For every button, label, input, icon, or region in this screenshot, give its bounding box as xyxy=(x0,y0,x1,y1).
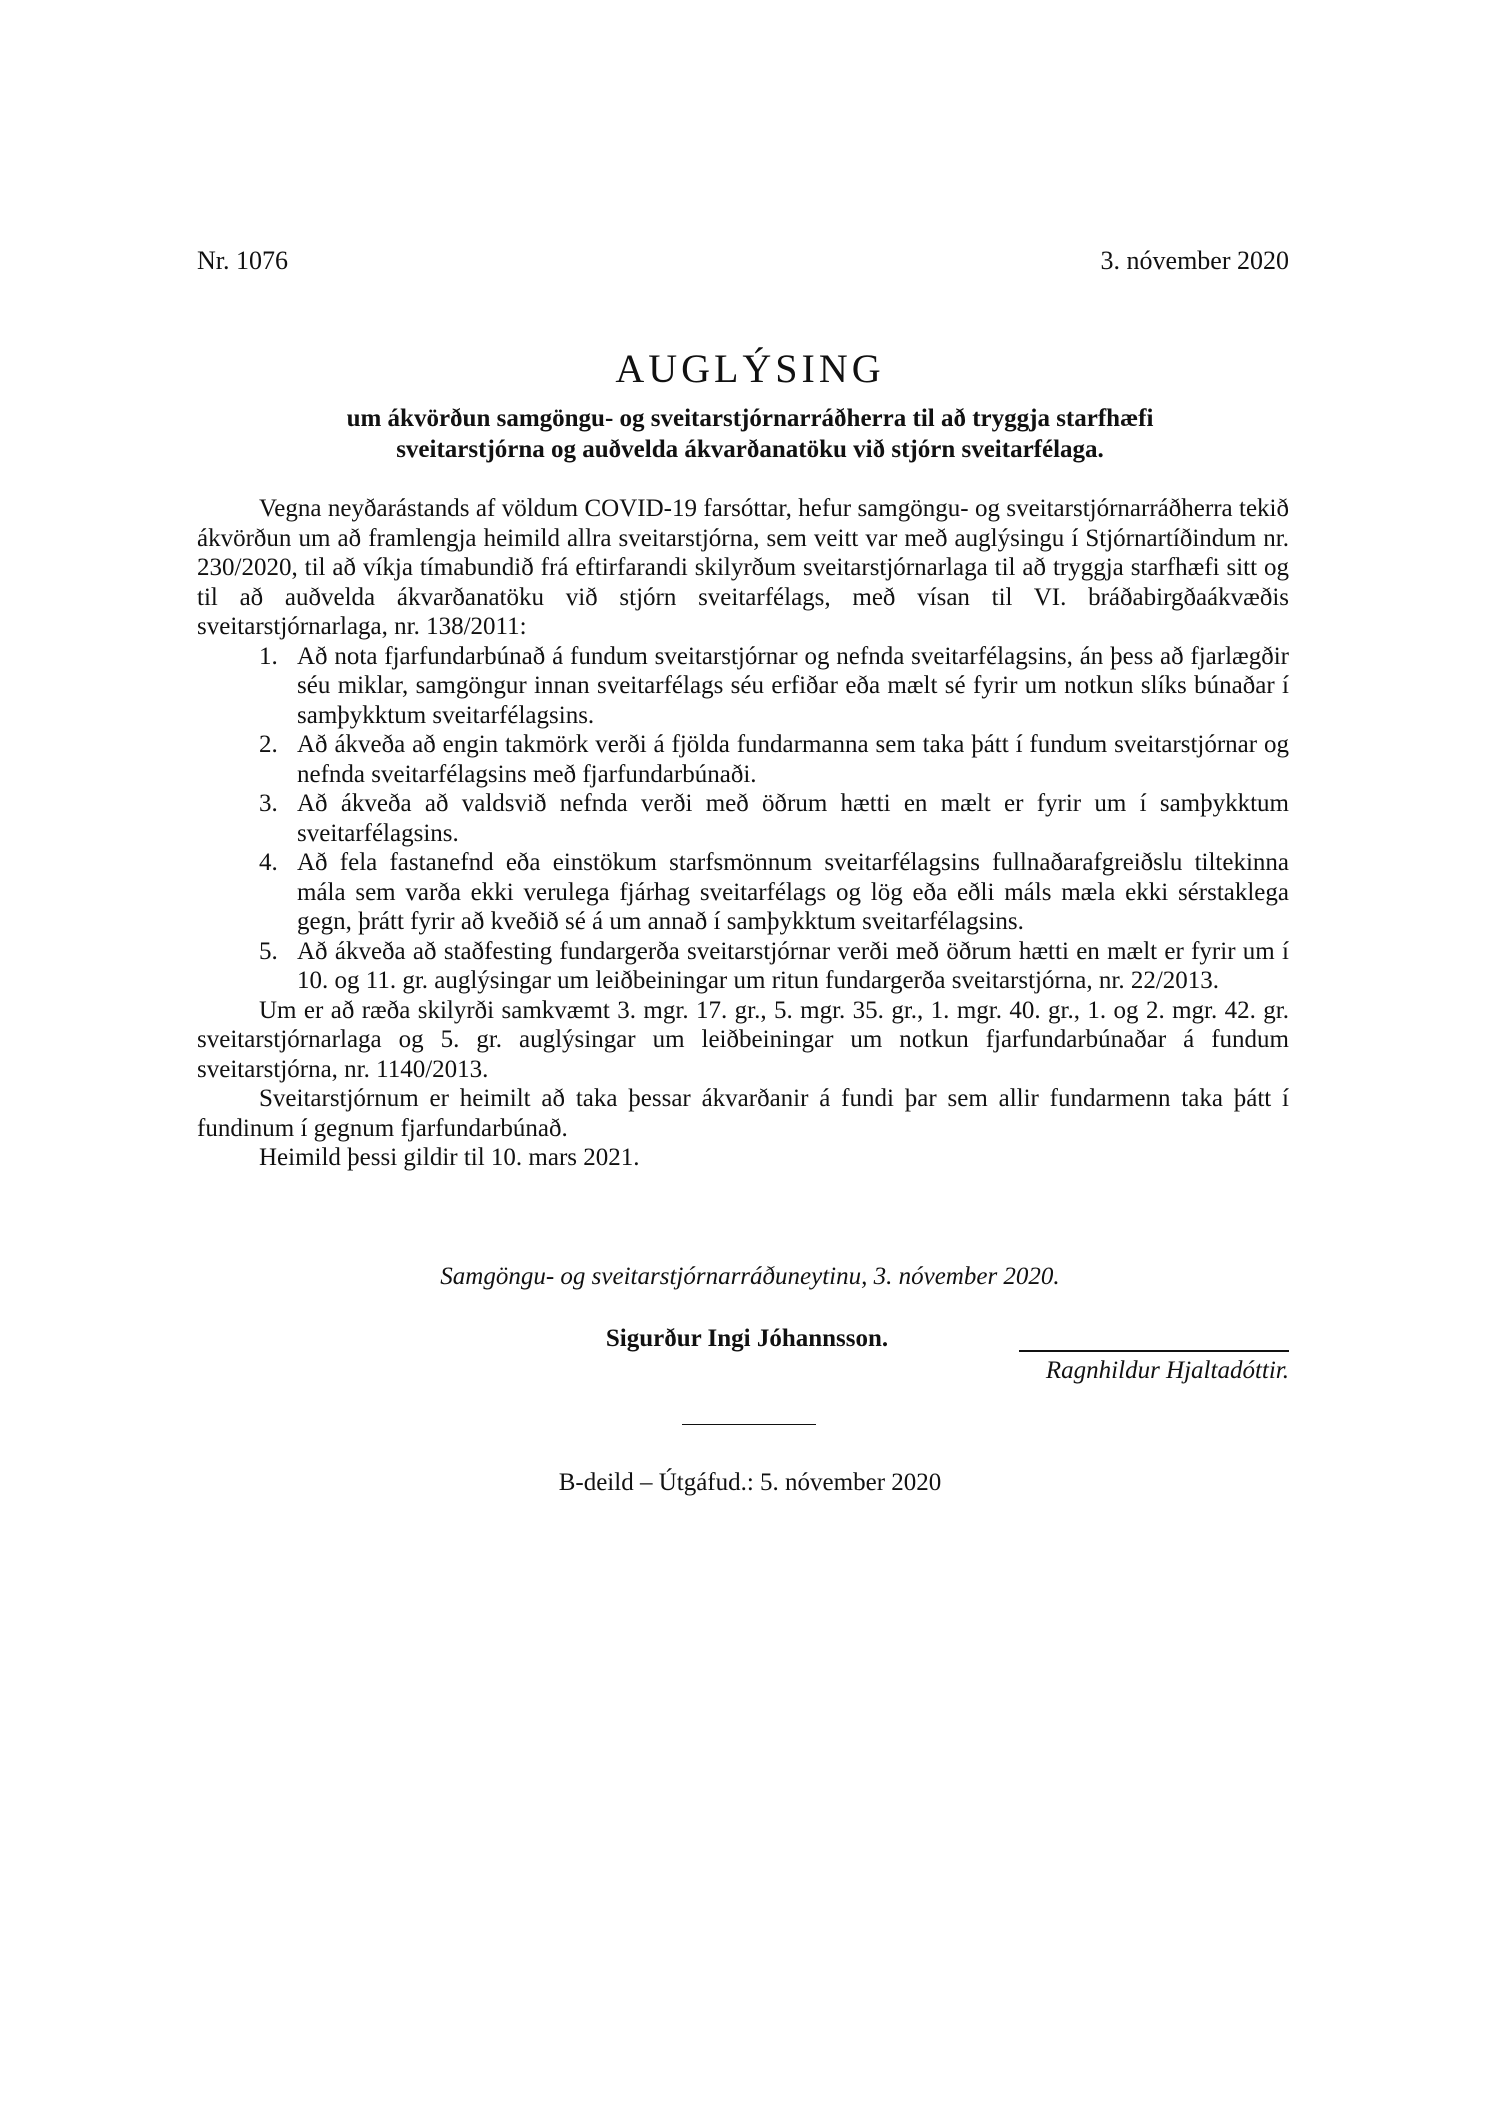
signature-line xyxy=(1019,1350,1289,1352)
conditions-list xyxy=(197,642,1289,996)
document-body xyxy=(197,494,1289,1173)
conditions-reference-paragraph: Um er að ræða skilyrði samkvæmt 3. mgr. 17. gr., 5. mgr. 35. gr., 1. mgr. 40. gr., 1. og 2. mgr. 42. gr. sveitarstjórnarlaga og 5. gr. auglýsingar um leiðbeiningar um notkun fjarfundarbúnaðar á fundum sveitarstjórna, nr. 1140/2013. xyxy=(197,996,1289,1083)
footer-divider xyxy=(682,1424,816,1425)
list-item-text: Að nota fjarfundarbúnað á fundum sveitarstjórnar og nefnda sveitarfélagsins, án þess að fjarlægðir séu miklar, samgöngur innan sveitarfélags séu erfiðar eða mælt sé fyrir um notkun slíks búnaðar í samþykktum sveitarfélagsins. xyxy=(297,642,1289,729)
document-subtitle xyxy=(250,403,1250,465)
list-item-number: 5. xyxy=(259,937,278,965)
list-item-text: Að ákveða að engin takmörk verði á fjölda fundarmanna sem taka þátt í fundum sveitarstjórnar og nefnda sveitarfélagsins með fjarfundarbúnaði. xyxy=(297,731,1289,788)
list-item-text: Að ákveða að valdsvið nefnda verði með öðrum hætti en mælt er fyrir um í samþykktum sveitarfélagsins. xyxy=(297,790,1289,847)
list-item-number: 1. xyxy=(259,642,278,670)
document-title: AUGLÝSING xyxy=(615,346,885,391)
list-item-number: 4. xyxy=(259,849,278,876)
publication-footer: B-deild – Útgáfud.: 5. nóvember 2020 xyxy=(558,1469,942,1496)
list-item xyxy=(197,642,1289,731)
list-item-number: 2. xyxy=(259,731,278,758)
intro-paragraph: Vegna neyðarástands af völdum COVID-19 farsóttar, hefur samgöngu- og sveitarstjórnarráðherra tekið ákvörðun um að framlengja heimild allra sveitarstjórna, sem veitt var með auglýsingu í Stjórnartíðindum nr. 230/2020, til að víkja tímabundið frá eftirfarandi skilyrðum sveitarstjórnarlaga til að tryggja starfhæfi sitt og til að auðvelda ákvarðanatöku við stjórn sveitarfélags, með vísan til VI. bráðabirgðaákvæðis sveitarstjórnarlaga, nr. 138/2011: xyxy=(197,495,1289,640)
document-number: Nr. 1076 xyxy=(197,246,288,275)
signer-official: Ragnhildur Hjaltadóttir. xyxy=(1045,1357,1289,1384)
list-item xyxy=(197,937,1289,996)
signer-minister: Sigurður Ingi Jóhannsson. xyxy=(605,1325,889,1352)
list-item-text: Að ákveða að staðfesting fundargerða sveitarstjórnar verði með öðrum hætti en mælt er fyrir um í 10. og 11. gr. auglýsingar um leiðbeiningar um ritun fundargerða sveitarstjórna, nr. 22/2013. xyxy=(297,937,1289,994)
place-and-date: Samgöngu- og sveitarstjórnarráðuneytinu, 3. nóvember 2020. xyxy=(440,1263,1060,1290)
validity-paragraph: Heimild þessi gildir til 10. mars 2021. xyxy=(259,1144,640,1171)
permission-paragraph: Sveitarstjórnum er heimilt að taka þessar ákvarðanir á fundi þar sem allir fundarmenn taka þátt í fundinum í gegnum fjarfundarbúnað. xyxy=(197,1085,1289,1142)
list-item xyxy=(197,848,1289,937)
list-item-number: 3. xyxy=(259,790,278,817)
list-item-text: Að fela fastanefnd eða einstökum starfsmönnum sveitarfélagsins fullnaðarafgreiðslu tiltekinna mála sem varða ekki verulega fjárhag sveitarfélags og lög eða eðli máls mæla ekki sérstaklega gegn, þrátt fyrir að kveðið sé á um annað í samþykktum sveitarfélagsins. xyxy=(297,849,1289,935)
list-item xyxy=(197,730,1289,789)
subtitle-line: sveitarstjórna og auðvelda ákvarðanatöku við stjórn sveitarfélaga. xyxy=(396,436,1104,463)
document-date: 3. nóvember 2020 xyxy=(1100,246,1289,275)
list-item xyxy=(197,789,1289,848)
subtitle-line: um ákvörðun samgöngu- og sveitarstjórnarráðherra til að tryggja starfhæfi xyxy=(346,405,1154,432)
